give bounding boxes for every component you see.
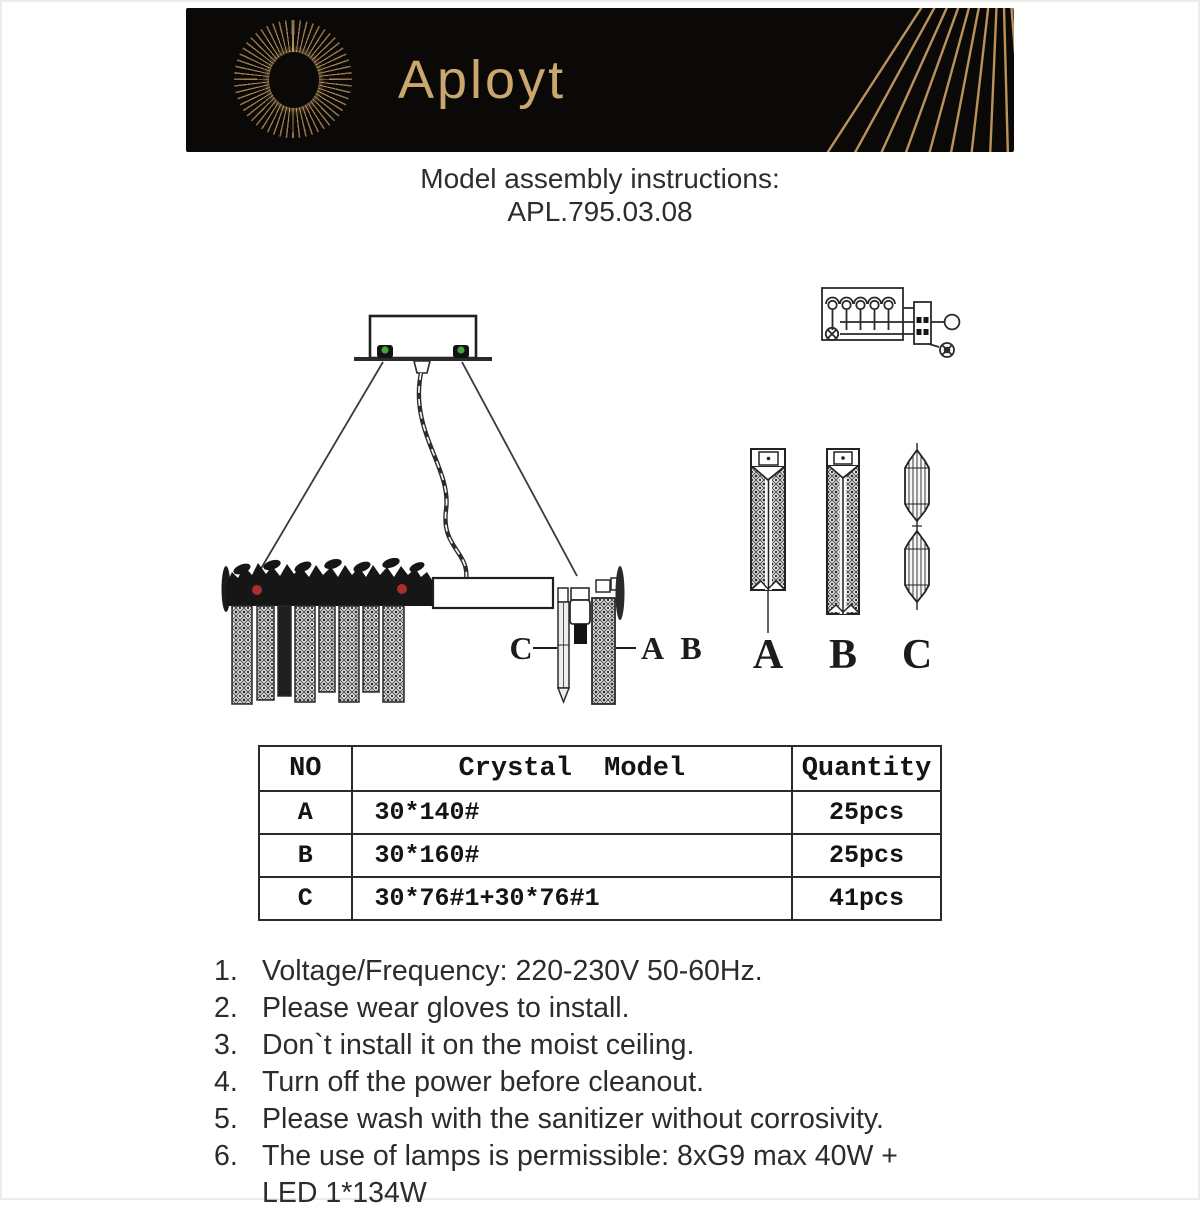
list-item-number: 3. xyxy=(214,1029,238,1061)
callout-c-label: C xyxy=(509,630,533,666)
suspension-cables xyxy=(256,362,577,580)
list-item-4 xyxy=(214,1067,1074,1098)
list-item-text: Please wear gloves to install. xyxy=(262,992,630,1024)
row-c-model: 30*76#1+30*76#1 xyxy=(352,877,793,920)
row-a-no: A xyxy=(259,791,352,834)
list-item-text: Don`t install it on the moist ceiling. xyxy=(262,1029,695,1061)
right-end-cap-icon xyxy=(616,566,625,620)
ceiling-mount xyxy=(354,316,492,373)
band-finial-left-icon xyxy=(252,585,262,595)
table-row xyxy=(259,877,941,920)
row-c-no: C xyxy=(259,877,352,920)
row-a-model: 30*140# xyxy=(352,791,793,834)
cable-gland-icon xyxy=(414,361,430,373)
faceted-crystal-top xyxy=(905,450,929,521)
instructions-title: Model assembly instructions: xyxy=(420,163,780,194)
list-item-number: 6. xyxy=(214,1140,238,1172)
mount-screw-right-icon xyxy=(453,345,469,358)
row-b-qty: 25pcs xyxy=(792,834,941,877)
instructions-list xyxy=(214,956,1074,1209)
model-number: APL.795.03.08 xyxy=(507,196,693,227)
crystal-strips xyxy=(232,606,404,704)
mount-screw-left-icon xyxy=(377,345,393,358)
table-row xyxy=(259,834,941,877)
list-item-3 xyxy=(214,1030,1074,1061)
pendant-a-label: A xyxy=(752,632,784,678)
pendant-b xyxy=(827,449,859,614)
table-header-row xyxy=(259,746,941,791)
list-item-5 xyxy=(214,1104,1074,1135)
wiring-diagram xyxy=(822,288,959,357)
row-a-qty: 25pcs xyxy=(792,791,941,834)
list-item-6 xyxy=(214,1141,1074,1172)
brand-banner xyxy=(186,8,1014,152)
pendant-a xyxy=(751,449,785,633)
right-end-assembly xyxy=(558,566,625,704)
list-item-text: Please wash with the sanitizer without corrosivity. xyxy=(262,1103,884,1135)
table-row xyxy=(259,791,941,834)
list-item-2 xyxy=(214,993,1074,1024)
row-b-no: B xyxy=(259,834,352,877)
decorative-rays-icon xyxy=(634,8,1014,152)
row-c-qty: 41pcs xyxy=(792,877,941,920)
list-item-6-continuation: LED 1*134W xyxy=(262,1177,427,1209)
live-wire-terminal-icon xyxy=(945,315,960,330)
chandelier-body xyxy=(222,556,625,704)
terminal-contacts-icon xyxy=(826,298,895,330)
row-b-model: 30*160# xyxy=(352,834,793,877)
lamp-socket-icon xyxy=(570,588,590,644)
list-item-text: The use of lamps is permissible: 8xG9 max 40W + xyxy=(262,1140,898,1172)
sunburst-core xyxy=(269,52,319,108)
frame-bar xyxy=(433,578,553,608)
list-item-number: 2. xyxy=(214,992,238,1024)
faceted-crystal-bottom xyxy=(905,531,929,602)
crystal-strip-ab xyxy=(592,598,615,704)
col-header-crystal-model: Crystal Model xyxy=(352,746,793,791)
callout-ab-label: A B xyxy=(641,630,702,666)
list-item-1 xyxy=(214,956,1074,987)
col-header-no: NO xyxy=(259,746,352,791)
pendant-b-label: B xyxy=(828,632,858,678)
brand-name: Aployt xyxy=(398,50,567,110)
col-header-quantity: Quantity xyxy=(792,746,941,791)
pendant-c-label: C xyxy=(901,632,933,678)
parts-table xyxy=(258,745,942,921)
title-block xyxy=(0,162,1200,228)
earth-terminal-icon xyxy=(940,343,954,357)
list-item-number: 1. xyxy=(214,955,238,987)
list-item-text: Turn off the power before cleanout. xyxy=(262,1066,705,1098)
pendant-c xyxy=(905,443,929,610)
list-item-number: 4. xyxy=(214,1066,238,1098)
assembly-diagram xyxy=(0,260,1200,740)
list-item-number: 5. xyxy=(214,1103,238,1135)
connector-block-icon xyxy=(914,302,931,344)
band-finial-right-icon xyxy=(397,584,407,594)
long-crystal-c xyxy=(558,602,569,702)
list-item-text: Voltage/Frequency: 220-230V 50-60Hz. xyxy=(262,955,763,987)
